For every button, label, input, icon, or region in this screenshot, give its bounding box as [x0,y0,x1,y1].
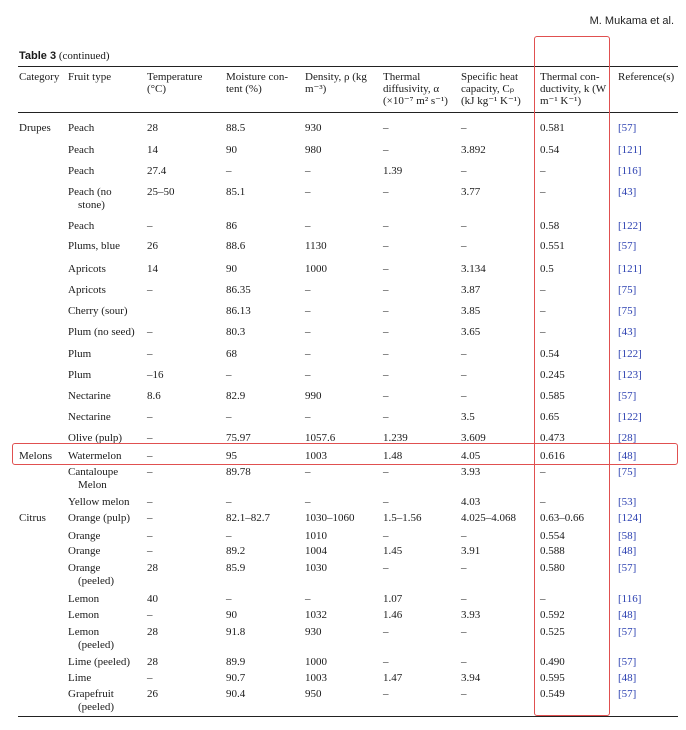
table-cell-diff: – [383,496,389,508]
table-caption-text: (continued) [58,50,110,62]
col-header-temperature: Temperature (°C) [147,71,203,95]
table-cell-fruit: Lime (peeled) [68,656,130,668]
table-cell-fruit: Apricots [68,263,106,275]
table-cell-cond: 0.580 [540,562,565,574]
table-cell-diff: – [383,530,389,542]
table-cell-heat: – [461,593,467,605]
table-cell-ref[interactable]: [57] [618,626,637,638]
table-cell-diff: – [383,688,389,700]
table-cell-cond: – [540,165,546,177]
highlight-box-melons-row [12,443,678,465]
table-cell-cond: 0.592 [540,609,565,621]
table-cell-temp: – [147,466,153,478]
table-cell-diff: – [383,305,389,317]
table-cell-diff: – [383,263,389,275]
table-cell-moist: 95 [226,450,237,462]
table-cell-moist: 82.1–82.7 [226,512,270,524]
table-cell-dens: – [305,411,311,423]
table-cell-heat: – [461,165,467,177]
col-header-density: Density, ρ (kg m⁻³) [305,71,367,95]
table-cell-ref[interactable]: [123] [618,369,642,381]
table-cell-cond: 0.490 [540,656,565,668]
table-cell-cond: 0.5 [540,263,554,275]
table-cell-dens: – [305,220,311,232]
table-cell-dens: 1130 [305,240,327,252]
table-cell-ref[interactable]: [57] [618,240,637,252]
table-cell-temp: – [147,348,153,360]
table-cell-heat: – [461,562,467,574]
table-cell-fruit: Plum [68,348,92,360]
table-cell-moist: – [226,411,232,423]
table-cell-dens: 1010 [305,530,327,542]
table-cell-fruit: Yellow melon [68,496,130,508]
table-cell-fruit: Peach [68,122,95,134]
table-cell-moist: – [226,530,232,542]
table-cell-temp: 26 [147,688,158,700]
table-cell-moist: 90 [226,263,237,275]
table-cell-dens: 990 [305,390,322,402]
table-cell-moist: 89.2 [226,545,246,557]
table-cell-fruit-continued: (peeled) [78,701,115,713]
table-cell-moist: 90 [226,609,237,621]
table-cell-dens: 1004 [305,545,327,557]
table-cell-dens: 1000 [305,656,327,668]
table-cell-heat: 3.892 [461,144,486,156]
table-cell-moist: 90.4 [226,688,246,700]
table-cell-cond: 0.54 [540,348,560,360]
table-cell-cond: 0.554 [540,530,565,542]
table-cell-diff: – [383,122,389,134]
table-cell-fruit: Orange [68,530,101,542]
table-cell-fruit: Nectarine [68,390,111,402]
table-cell-temp: – [147,609,153,621]
table-cell-moist: 86 [226,220,237,232]
table-cell-temp: – [147,432,153,444]
table-cell-temp: 26 [147,240,158,252]
table-cell-temp: 28 [147,562,158,574]
table-cell-moist: 82.9 [226,390,246,402]
table-cell-ref[interactable]: [57] [618,562,637,574]
table-cell-dens: 1003 [305,672,327,684]
table-cell-diff: 1.45 [383,545,403,557]
table-cell-dens: 950 [305,688,322,700]
table-cell-temp: 14 [147,263,158,275]
table-cell-dens: 1000 [305,263,327,275]
table-cell-dens: 1003 [305,450,327,462]
table-cell-cat: Melons [19,450,52,462]
table-cell-cond: 0.551 [540,240,565,252]
table-cell-heat: 3.77 [461,186,481,198]
table-cell-fruit: Orange [68,545,101,557]
table-cell-diff: 1.47 [383,672,403,684]
table-cell-heat: 4.03 [461,496,481,508]
table-cell-ref[interactable]: [122] [618,220,642,232]
table-cell-ref[interactable]: [57] [618,122,637,134]
table-cell-ref[interactable]: [122] [618,348,642,360]
table-cell-moist: 90.7 [226,672,246,684]
table-cell-diff: 1.39 [383,165,403,177]
table-cell-ref[interactable]: [58] [618,530,637,542]
table-cell-dens: – [305,165,311,177]
table-cell-moist: 85.1 [226,186,246,198]
table-cell-fruit: Plum (no seed) [68,326,135,338]
table-cell-dens: 980 [305,144,322,156]
col-header-moisture: Moisture con- tent (%) [226,71,289,95]
table-cell-ref[interactable]: [75] [618,466,637,478]
table-cell-temp: – [147,672,153,684]
table-cell-cond: – [540,593,546,605]
table-cell-fruit: Lemon [68,609,100,621]
table-cell-ref[interactable]: [48] [618,609,637,621]
table-cell-fruit: Nectarine [68,411,111,423]
table-cell-ref[interactable]: [122] [618,411,642,423]
table-cell-temp: – [147,496,153,508]
table-cell-fruit: Grapefruit [68,688,114,700]
table-cell-heat: 3.609 [461,432,486,444]
table-cell-ref[interactable]: [57] [618,656,637,668]
table-caption [19,50,110,62]
table-label: Table 3 [19,50,57,62]
table-cell-heat: 3.134 [461,263,486,275]
table-cell-cond: – [540,466,546,478]
table-cell-ref[interactable]: [43] [618,186,637,198]
table-cell-heat: – [461,688,467,700]
table-cell-heat: – [461,240,467,252]
table-cell-heat: 3.65 [461,326,481,338]
table-cell-cond: 0.585 [540,390,565,402]
table-cell-fruit: Cantaloupe [68,466,119,478]
table-cell-diff: – [383,466,389,478]
table-cell-fruit: Peach [68,220,95,232]
table-cell-cat: Citrus [19,512,46,524]
table-cell-cond: – [540,305,546,317]
table-cell-dens: – [305,593,311,605]
table-cell-ref[interactable]: [57] [618,390,637,402]
table-cell-moist: 90 [226,144,237,156]
table-cell-heat: 4.025–4.068 [461,512,516,524]
table-cell-moist: 85.9 [226,562,246,574]
table-cell-ref[interactable]: [116] [618,165,642,177]
table-cell-heat: 3.93 [461,609,481,621]
table-cell-cond: 0.588 [540,545,565,557]
table-cell-diff: – [383,348,389,360]
table-cell-cond: 0.58 [540,220,560,232]
col-header-fruit-type: Fruit type [68,71,112,83]
table-cell-cond: 0.54 [540,144,560,156]
table-cell-moist: 89.78 [226,466,251,478]
table-cell-fruit: Apricots [68,284,106,296]
table-cell-dens: 930 [305,122,322,134]
table-cell-heat: – [461,390,467,402]
table-cell-heat: – [461,220,467,232]
table-cell-fruit: Lemon [68,626,100,638]
table-cell-fruit-continued: Melon [78,479,107,491]
table-cell-dens: – [305,186,311,198]
table-cell-heat: 3.87 [461,284,481,296]
table-cell-temp: – [147,326,153,338]
table-cell-moist: – [226,496,232,508]
table-cell-fruit: Olive (pulp) [68,432,123,444]
table-cell-moist: 88.6 [226,240,246,252]
table-cell-ref[interactable]: [116] [618,593,642,605]
table-cell-fruit: Peach (no [68,186,112,198]
table-cell-dens: – [305,369,311,381]
table-cell-heat: – [461,626,467,638]
table-cell-heat: – [461,122,467,134]
table-cell-diff: – [383,562,389,574]
table-cell-cond: 0.473 [540,432,565,444]
table-cell-heat: – [461,348,467,360]
table-cell-dens: 1030–1060 [305,512,355,524]
table-cell-diff: – [383,411,389,423]
table-cell-ref[interactable]: [48] [618,545,637,557]
table-cell-ref[interactable]: [48] [618,450,637,462]
table-cell-dens: – [305,326,311,338]
table-cell-dens: 1030 [305,562,327,574]
table-bottom-rule [18,716,678,717]
table-cell-moist: – [226,593,232,605]
table-cell-diff: – [383,240,389,252]
table-cell-diff: – [383,284,389,296]
table-cell-temp: – [147,284,153,296]
table-cell-ref[interactable]: [57] [618,688,637,700]
table-cell-fruit: Peach [68,144,95,156]
table-cell-fruit: Cherry (sour) [68,305,128,317]
table-cell-cond: 0.616 [540,450,565,462]
table-cell-diff: – [383,626,389,638]
table-cell-ref[interactable]: [75] [618,284,637,296]
table-cell-moist: 88.5 [226,122,246,134]
table-cell-diff: 1.5–1.56 [383,512,422,524]
table-cell-heat: 3.91 [461,545,481,557]
table-cell-dens: – [305,305,311,317]
col-header-category: Category [19,71,60,83]
table-cell-moist: 80.3 [226,326,246,338]
table-cell-diff: – [383,144,389,156]
table-cell-fruit: Orange (pulp) [68,512,131,524]
table-cell-cond: – [540,326,546,338]
table-cell-temp: 28 [147,656,158,668]
table-cell-cond: 0.581 [540,122,565,134]
table-cell-fruit-continued: stone) [78,199,105,211]
table-cell-temp: – [147,411,153,423]
table-cell-temp: – [147,220,153,232]
table-cell-heat: – [461,530,467,542]
table-cell-moist: – [226,165,232,177]
table-cell-dens: 1032 [305,609,327,621]
highlight-box-conductivity-column [534,36,610,716]
table-cell-ref[interactable]: [28] [618,432,637,444]
running-header-author: M. Mukama et al. [589,15,674,27]
table-cell-moist: – [226,369,232,381]
col-header-diffusivity: Thermal diffusivity, α (×10⁻⁷ m² s⁻¹) [383,71,448,107]
table-cell-cond: 0.525 [540,626,565,638]
table-cell-heat: – [461,656,467,668]
table-cell-temp: – [147,530,153,542]
table-cell-heat: 3.5 [461,411,475,423]
table-cell-cond: 0.65 [540,411,560,423]
table-cell-fruit-continued: (peeled) [78,575,115,587]
table-cell-temp: –16 [147,369,164,381]
table-cell-dens: – [305,284,311,296]
col-header-specific-heat: Specific heat capacity, Cₚ (kJ kg⁻¹ K⁻¹) [461,71,521,107]
table-cell-ref[interactable]: [48] [618,672,637,684]
table-cell-fruit: Orange [68,562,101,574]
table-cell-diff: 1.48 [383,450,403,462]
col-header-conductivity: Thermal con- ductivity, k (W m⁻¹ K⁻¹) [540,71,607,107]
table-cell-temp: 14 [147,144,158,156]
table-cell-temp: – [147,545,153,557]
table-cell-temp: 27.4 [147,165,167,177]
table-cell-dens: – [305,496,311,508]
table-cell-cond: 0.549 [540,688,565,700]
table-cell-dens: – [305,466,311,478]
table-cell-heat: 3.85 [461,305,481,317]
table-cell-heat: – [461,369,467,381]
table-cell-diff: – [383,656,389,668]
table-cell-cond: 0.595 [540,672,565,684]
table-cell-diff: – [383,390,389,402]
table-cell-fruit: Plums, blue [68,240,120,252]
table-cell-fruit: Peach [68,165,95,177]
table-cell-temp: 25–50 [147,186,175,198]
table-cell-cond: 0.245 [540,369,565,381]
table-cell-temp: – [147,512,153,524]
table-cell-moist: 75.97 [226,432,251,444]
table-cell-moist: 89.9 [226,656,246,668]
table-cell-heat: 3.93 [461,466,481,478]
table-cell-heat: 4.05 [461,450,481,462]
table-cell-diff: 1.239 [383,432,408,444]
table-cell-temp: – [147,450,153,462]
table-cell-moist: 86.13 [226,305,251,317]
table-cell-fruit: Plum [68,369,92,381]
table-cell-dens: 930 [305,626,322,638]
table-cell-dens: 1057.6 [305,432,336,444]
col-header-references: Reference(s) [618,71,675,83]
table-cell-moist: 91.8 [226,626,246,638]
table-cell-moist: 86.35 [226,284,251,296]
table-cell-cond: 0.63–0.66 [540,512,584,524]
table-cell-cond: – [540,186,546,198]
table-cell-temp: 8.6 [147,390,161,402]
table-cell-fruit: Lime [68,672,92,684]
table-cell-cat: Drupes [19,122,51,134]
table-cell-dens: – [305,348,311,360]
table-cell-temp: 28 [147,626,158,638]
table-cell-ref[interactable]: [121] [618,263,642,275]
table-cell-diff: – [383,220,389,232]
table-cell-temp: 28 [147,122,158,134]
table-cell-ref[interactable]: [121] [618,144,642,156]
table-cell-ref[interactable]: [43] [618,326,637,338]
table-cell-fruit: Lemon [68,593,100,605]
table-cell-ref[interactable]: [53] [618,496,637,508]
table-cell-cond: – [540,284,546,296]
table-cell-heat: 3.94 [461,672,481,684]
table-cell-diff: – [383,326,389,338]
table-cell-diff: – [383,186,389,198]
table-cell-diff: – [383,369,389,381]
table-cell-moist: 68 [226,348,237,360]
table-cell-cond: – [540,496,546,508]
table-cell-ref[interactable]: [75] [618,305,637,317]
table-cell-temp: 40 [147,593,158,605]
table-cell-fruit: Watermelon [68,450,122,462]
table-cell-diff: 1.07 [383,593,403,605]
table-cell-ref[interactable]: [124] [618,512,642,524]
table-cell-fruit-continued: (peeled) [78,639,115,651]
table-cell-diff: 1.46 [383,609,403,621]
